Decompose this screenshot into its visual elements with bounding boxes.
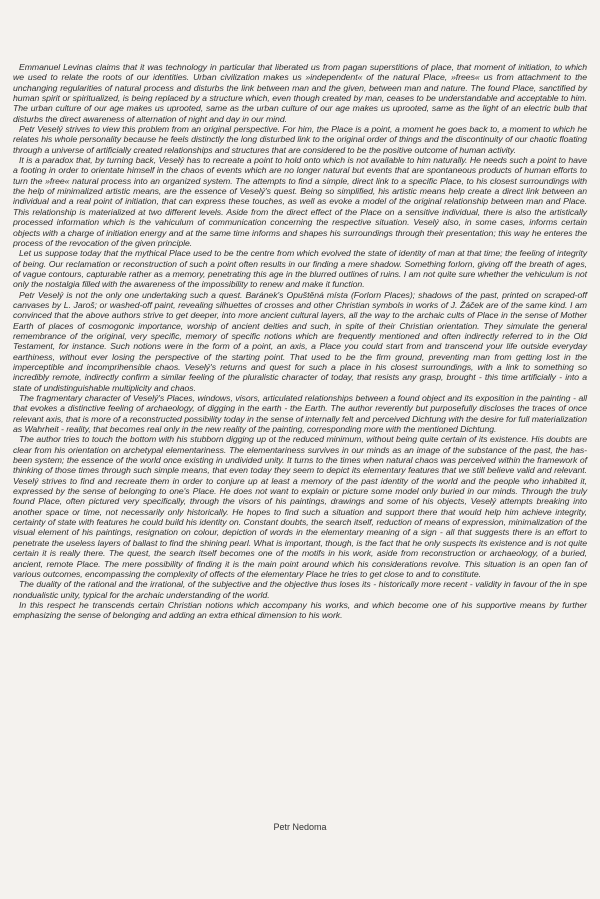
paragraph: Let us suppose today that the mythical Place used to be the centre from which evolved the state of identity of man at that time; the feeling of integrity of being. Our reclamation or reconstruction of such a point often results in our finding a mere shadow. Something forlorn, giving off the breath of ages, of vague contours, capturable rather as a memory, penetrating this age in the blurred outlines of ruins. I am not quite sure whether the vehiculum is not only the nostalgia filled with the awareness of the impossibility to renew and make it function. [13, 248, 587, 290]
paragraph: In this respect he transcends certain Christian notions which accompany his works, and which become one of his supportive means by further emphasizing the sense of belonging and adding an extra ethical dimension to his work. [13, 599, 587, 621]
paragraph: The fragmentary character of Veselý's Places, windows, visors, articulated relationships between a found object and its exposition in the painting - all that evokes a distinctive feeling of archaeology, of digging in the earth - the Earth. The author reverently but purposefully discloses the traces of once relevant axis, that is more of a reconstructed possibility today in the sense of internally felt and perceived Dichtung with the desire for full materialization as Wahrheit - reality, that becomes real only in the new reality of the painting, corresponding more with the mentioned Dichtung. [13, 393, 587, 435]
essay-body [13, 62, 587, 621]
paragraph: Petr Veselý strives to view this problem from an original perspective. For him, the Place is a point, a moment he goes back to, a moment to which he relates his whole personality because he feels distinctly the long disturbed link to the original order of things and the discontinuity of our chaotic floating through a universe of artificially created relationships and structures that are considered to be the positive outcome of human activity. [13, 124, 587, 155]
paragraph: Emmanuel Levinas claims that it was technology in particular that liberated us from pagan superstitions of place, that moment of initiation, to which we used to relate the roots of our identities. Urban civilization makes us »independent« of the natural Place, »frees« us from attachment to the unchanging regularities of natural process and disturbs the link between man and the given, between man and nature. The found Place, sanctified by human spirit or spiritualized, is being replaced by a structure which, even though created by man, ceases to be understandable and acceptable to him. The urban culture of our age makes us uprooted, same as the urban culture of our age makes us uprooted, same as the light of an electric bulb that disturbs the direct awareness of alternation of night and day in our mind. [13, 62, 587, 124]
paragraph: It is a paradox that, by turning back, Veselý has to recreate a point to hold onto which is not available to him naturally. He needs such a point to have a footing in order to orientate himself in the chaos of events which are no longer natural but events that are spontaneous products of human efforts to turn the »free« natural process into an organized system. The attempts to find a simple, direct link to a specific Place, to his closest surroundings with the help of minimalized artistic means, are the essence of Veselý's quest. Being so simplified, his artistic means help create a direct link between an individual and a real point of initiation, that can express these touches, as well as evoke a model of the original relationship between man and Place. This relationship is materialized at two different levels. Aside from the direct effect of the Place on a sensitive individual, there is also the artistically processed information which is the vahiculum of communication concerning the respective situation. Veselý also, in some cases, informs certain objects with a charge of initiation energy and at the same time informs and shapes his surroundings through their presentation; this way he enteres the process of the revocation of the given principle. [13, 155, 587, 248]
paragraph: The duality of the rational and the irrational, of the subjective and the objective thus loses its - historically more recent - validity in favour of the in spe nondualistic unity, typical for the archaic understanding of the world. [13, 579, 587, 600]
author-signature: Petr Nedoma [273, 822, 327, 832]
paragraph: Petr Veselý is not the only one undertaking such a quest. Baránek's Opuštěná místa (Forlorn Places); shadows of the past, printed on scraped-off canvases by L. Jaroš; or washed-off paint, revealing silhuettes of crosses and other Christian symbols in works of J. Žáček are of the same kind. I am convinced that the above authors strive to get deeper, into more ancient cultural layers, all the way to the archaic cults of Place in the sense of Mother Earth of places of cosmogonic importance, worship of ancient deities and such, in spite of their Christian orientation. They simulate the general remembrance of the original, very specific, memory of specific notions which are frequently mentioned and often indirectly referred to in the Old Testament, for instance. Such notions were in the form of a point, an axis, a Place you could start from and transcend your life outside everyday earthiness, without ever losing the perspective of the starting point. That used to be the firm ground, preventing man from getting lost in the imperceptible and incomprihensible chaos. Veselý's returns and quest for such a place in his closest surroundings, with a link to something so incredibly remote, indirectly confirm a similar feeling of the pluralistic character of today, that resists any grasp, brought - this time artificially - into a state of undistinguishable multiplicity and chaos. [13, 289, 587, 393]
paragraph: The author tries to touch the bottom with his stubborn digging up ot the reduced minimum, without being quite certain of its existence. His doubts are clear from his orientation on archetypal elementariness. The elementariness survives in our minds as an image of the substance of the past, the has-been system; the essence of the world once existing in undivided unity. It turns to the times when natural chaos was perceived within the framework of thinking of those times through such simple means, that even today they seem to depict its elementary features that we still believe valid and relevant. Veselý strives to find and recreate them in order to conjure up at least a memory of the past identity of the world and the people who inhabited it, expressed by the sense of belonging to one's Place. He does not want to explain or picture some model only buried in our minds. Through the truly found Place, often pictured very specifically, through the visors of his paintings, drawings and some of his objects, Veselý attempts breaking into another space or time, not necessarily only historically. He hopes to find such a situation and support there that would help him achieve integrity, certainty of state with features he could build his identity on. Constant doubts, the search itself, reduction of means of expression, minimalization of the visual element of his paintings, resignation on colour, depiction of words in the elementary meaning of a sign - all that suggests there is an effort to penetrate the useless layers of ballast to find the shining pearl. What is important, though, is the fact that he only suspects its existence and is not quite certain it is really there. The quest, the search itself becomes one of the motifs in his work, aside from reconstruction or archaeology, of a buried, ancient, remote Place. The mere possibility of finding it is the main point around which his considerations revolve. This situation is an open fan of various outcomes, encompassing the complexity of offects of the elementary Place he tries to get close to and to constitute. [13, 434, 587, 579]
